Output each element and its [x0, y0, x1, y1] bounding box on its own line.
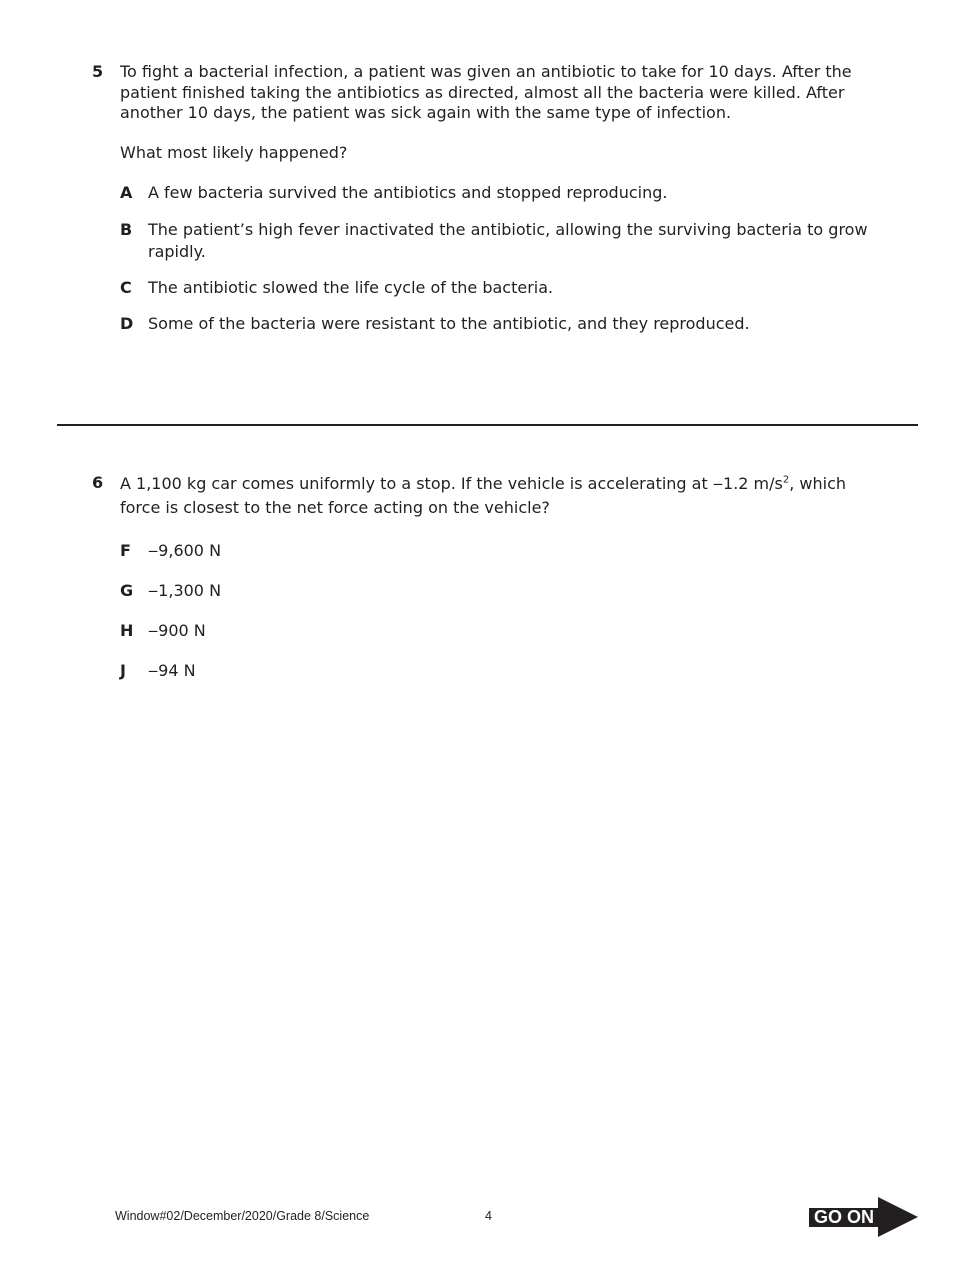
option-text: The patient’s high fever inactivated the antibiotic, allowing the surviving bacteria to grow rapidly. [148, 220, 868, 261]
question-5-option-a[interactable] [120, 182, 880, 204]
question-5-option-d[interactable] [120, 313, 880, 335]
option-letter: H [120, 621, 134, 640]
question-6-option-g[interactable] [120, 580, 880, 602]
question-5-option-b[interactable] [120, 219, 880, 262]
option-letter: A [120, 183, 133, 202]
option-letter: F [120, 541, 131, 560]
stem-superscript: 2 [782, 474, 790, 486]
option-letter: J [120, 661, 126, 680]
option-text: A few bacteria survived the antibiotics and stopped reproducing. [148, 183, 668, 202]
question-5-number: 5 [92, 62, 104, 81]
page-number: 4 [485, 1209, 492, 1223]
option-text: ‒94 N [148, 661, 196, 680]
option-text: ‒1,300 N [148, 581, 222, 600]
stem-text-before: A 1,100 kg car comes uniformly to a stop. If the vehicle is accelerating at ‒1.2 m/s [120, 474, 783, 493]
question-6-number: 6 [92, 473, 104, 492]
footer-form-id: Window#02/December/2020/Grade 8/Science [115, 1209, 370, 1223]
option-text: The antibiotic slowed the life cycle of the bacteria. [148, 278, 554, 297]
option-letter: G [120, 581, 134, 600]
option-text: ‒900 N [148, 621, 206, 640]
option-text: ‒9,600 N [148, 541, 222, 560]
option-text: Some of the bacteria were resistant to the antibiotic, and they reproduced. [148, 314, 750, 333]
option-letter: B [120, 220, 133, 239]
question-5-option-c[interactable] [120, 277, 880, 299]
go-on-label: GO ON [814, 1207, 875, 1227]
go-on-arrow [809, 1197, 919, 1237]
option-letter: D [120, 314, 134, 333]
question-6-stem [120, 472, 880, 520]
question-5-prompt: What most likely happened? [120, 143, 348, 162]
question-divider [57, 424, 918, 426]
question-6-option-j[interactable] [120, 660, 880, 682]
option-letter: C [120, 278, 132, 297]
question-6-option-f[interactable] [120, 540, 880, 562]
stem-text-after: , which force is closest to the net force acting on the vehicle? [120, 474, 847, 517]
question-5-stem: To fight a bacterial infection, a patient was given an antibiotic to take for 10 days. After the patient finished taking the antibiotics as directed, almost all the bacteria were killed. After another 10 days, the patient was sick again with the same type of infection. [120, 62, 852, 122]
arrow-right-icon [878, 1197, 918, 1237]
question-6-option-h[interactable] [120, 620, 880, 642]
